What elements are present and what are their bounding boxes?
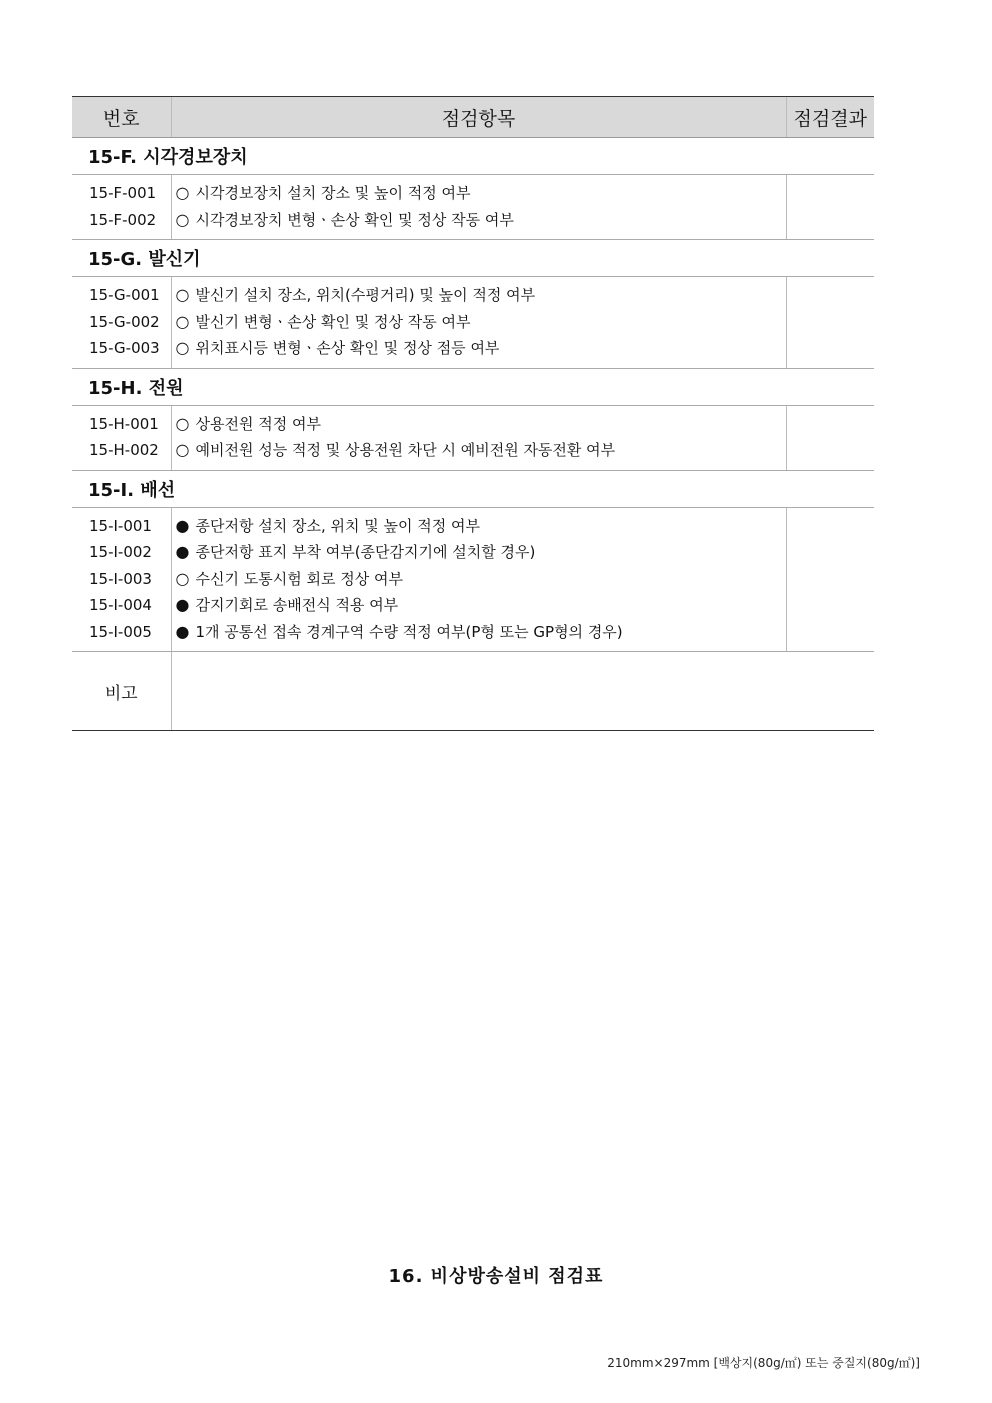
item-descriptions: [171, 507, 786, 652]
checklist-item: [172, 513, 786, 540]
remarks-field[interactable]: [171, 652, 874, 731]
item-descriptions: [171, 405, 786, 470]
checklist-table: [72, 96, 874, 731]
item-code: 15-F-002: [89, 210, 157, 229]
item-code: 15-G-001: [89, 286, 160, 304]
header-result: 점검결과: [786, 97, 874, 138]
item-codes: [72, 277, 171, 369]
checklist-item: [172, 566, 786, 593]
item-marker: ●: [175, 595, 190, 614]
item-codes: [72, 175, 171, 240]
item-code: 15-F-001: [89, 184, 157, 202]
item-marker: ○: [175, 413, 190, 433]
item-codes: [72, 405, 171, 470]
item-text: 종단저항 설치 장소, 위치 및 높이 적정 여부: [195, 516, 480, 535]
header-item: 점검항목: [171, 97, 786, 138]
item-marker: ○: [175, 209, 190, 229]
item-code: 15-H-001: [89, 414, 159, 433]
item-text: 시각경보장치 변형ㆍ손상 확인 및 정상 작동 여부: [195, 210, 514, 229]
table-header-row: [72, 97, 874, 138]
section-title: 15-H. 전원: [72, 368, 874, 405]
item-marker: ●: [175, 621, 190, 641]
checklist-item: [172, 411, 786, 438]
remarks-row: [72, 652, 874, 731]
section-title: 15-F. 시각경보장치: [72, 138, 874, 175]
item-code: 15-I-002: [89, 543, 152, 561]
item-code: 15-I-001: [89, 516, 152, 535]
section-header-row: [72, 240, 874, 277]
item-marker: ○: [175, 568, 190, 588]
checklist-item: [172, 437, 786, 464]
item-text: 종단저항 표지 부착 여부(종단감지기에 설치할 경우): [195, 543, 536, 561]
item-marker: ○: [175, 338, 190, 357]
checklist-item: [172, 180, 786, 207]
item-marker: ○: [175, 285, 190, 304]
remarks-label: 비고: [72, 652, 171, 731]
item-text: 위치표시등 변형ㆍ손상 확인 및 정상 점등 여부: [195, 339, 500, 357]
item-text: 감지기회로 송배전식 적용 여부: [195, 596, 399, 614]
item-code: 15-I-003: [89, 569, 152, 588]
item-codes: [72, 507, 171, 652]
header-number: 번호: [72, 97, 171, 138]
section-items-row: [72, 507, 874, 652]
checklist-item: [172, 282, 786, 309]
section-header-row: [72, 368, 874, 405]
item-descriptions: [171, 175, 786, 240]
item-marker: ●: [175, 542, 190, 561]
paper-spec: 210mm×297mm [백상지(80g/㎡) 또는 중질지(80g/㎡)]: [607, 1356, 920, 1370]
section-items-row: [72, 405, 874, 470]
item-marker: ○: [175, 311, 190, 331]
item-code: 15-I-005: [89, 622, 152, 641]
item-text: 1개 공통선 접속 경계구역 수량 적정 여부(P형 또는 GP형의 경우): [195, 622, 623, 641]
item-text: 상용전원 적정 여부: [195, 414, 321, 433]
item-text: 수신기 도통시험 회로 정상 여부: [195, 569, 403, 588]
checklist-item: [172, 335, 786, 362]
item-text: 발신기 변형ㆍ손상 확인 및 정상 작동 여부: [195, 312, 471, 331]
item-code: 15-G-003: [89, 339, 160, 357]
checklist-item: [172, 207, 786, 234]
checklist-item: [172, 592, 786, 619]
checklist-item: [172, 619, 786, 646]
item-descriptions: [171, 277, 786, 369]
section-items-row: [72, 277, 874, 369]
inspection-checklist: [72, 96, 874, 731]
result-cell[interactable]: [786, 507, 874, 652]
item-marker: ●: [175, 515, 190, 535]
section-title: 15-G. 발신기: [72, 240, 874, 277]
item-code: 15-H-002: [89, 441, 159, 459]
section-title: 15-I. 배선: [72, 470, 874, 507]
next-section-title: 16. 비상방송설비 점검표: [388, 1266, 604, 1287]
checklist-item: [172, 539, 786, 566]
item-marker: ○: [175, 440, 190, 459]
section-header-row: [72, 138, 874, 175]
section-header-row: [72, 470, 874, 507]
item-text: 시각경보장치 설치 장소 및 높이 적정 여부: [195, 184, 471, 202]
item-marker: ○: [175, 183, 190, 202]
checklist-item: [172, 309, 786, 336]
item-code: 15-G-002: [89, 312, 160, 331]
result-cell[interactable]: [786, 175, 874, 240]
result-cell[interactable]: [786, 405, 874, 470]
item-code: 15-I-004: [89, 596, 152, 614]
item-text: 예비전원 성능 적정 및 상용전원 차단 시 예비전원 자동전환 여부: [195, 441, 616, 459]
item-text: 발신기 설치 장소, 위치(수평거리) 및 높이 적정 여부: [195, 286, 536, 304]
result-cell[interactable]: [786, 277, 874, 369]
section-items-row: [72, 175, 874, 240]
